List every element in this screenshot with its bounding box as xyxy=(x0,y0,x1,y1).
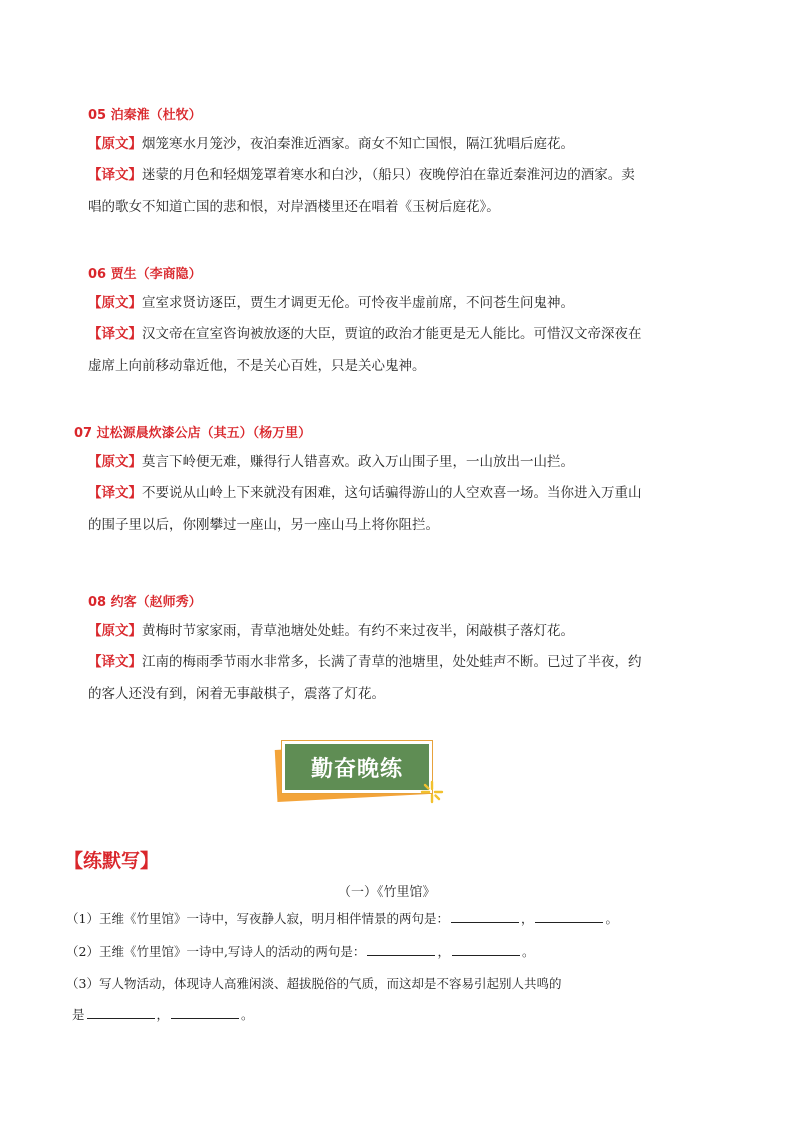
answer-blank[interactable] xyxy=(451,910,519,923)
question-2 xyxy=(66,943,534,961)
original-label: 【原文】 xyxy=(88,454,142,470)
translation-label: 【译文】 xyxy=(88,654,142,670)
translation-continuation: 唱的歌女不知道亡国的悲和恨，对岸酒楼里还在唱着《玉树后庭花》。 xyxy=(88,199,500,215)
poem-translation xyxy=(88,484,642,502)
answer-blank[interactable] xyxy=(535,910,603,923)
translation-text: 不要说从山岭上下来就没有困难，这句话骗得游山的人空欢喜一场。当你进入万重山 xyxy=(142,485,642,501)
comma: ， xyxy=(437,944,450,959)
translation-continuation: 虚席上向前移动靠近他，不是关心百姓，只是关心鬼神。 xyxy=(88,358,426,374)
sparkle-icon xyxy=(420,780,444,804)
poem-original xyxy=(88,294,574,312)
question-text: （1）王维《竹里馆》一诗中，写夜静人寂，明月相伴情景的两句是： xyxy=(66,911,449,926)
poem-translation xyxy=(88,653,642,671)
translation-text: 汉文帝在宣室咨询被放逐的大臣，贾谊的政治才能更是无人能比。可惜汉文帝深夜在 xyxy=(142,326,642,342)
original-text: 黄梅时节家家雨，青草池塘处处蛙。有约不来过夜半，闲敲棋子落灯花。 xyxy=(142,623,574,639)
translation-continuation: 的围子里以后，你刚攀过一座山，另一座山马上将你阻拦。 xyxy=(88,517,439,533)
question-text: 是 xyxy=(72,1007,85,1022)
translation-label: 【译文】 xyxy=(88,167,142,183)
translation-label: 【译文】 xyxy=(88,485,142,501)
translation-label: 【译文】 xyxy=(88,326,142,342)
translation-text: 迷蒙的月色和轻烟笼罩着寒水和白沙，（船只）夜晚停泊在靠近秦淮河边的酒家。卖 xyxy=(142,167,635,183)
poem-title: 07 过松源晨炊漆公店（其五）（杨万里） xyxy=(74,426,312,441)
question-3: （3）写人物活动，体现诗人高雅闲淡、超拔脱俗的气质，而这却是不容易引起别人共鸣的 xyxy=(66,976,562,991)
answer-blank[interactable] xyxy=(367,943,435,956)
question-1 xyxy=(66,910,618,928)
comma: ， xyxy=(520,911,534,926)
poem-title: 05 泊秦淮（杜牧） xyxy=(88,108,202,123)
original-text: 宣室求贤访逐臣，贾生才调更无伦。可怜夜半虚前席，不问苍生问鬼神。 xyxy=(142,295,574,311)
exercise-heading: 【练默写】 xyxy=(64,850,160,872)
poem-translation xyxy=(88,325,642,343)
poem-translation xyxy=(88,166,635,184)
poem-original xyxy=(88,135,574,153)
original-label: 【原文】 xyxy=(88,623,142,639)
section-banner xyxy=(272,738,447,810)
original-label: 【原文】 xyxy=(88,136,142,152)
poem-original xyxy=(88,622,574,640)
answer-blank[interactable] xyxy=(171,1006,239,1019)
question-text: （2）王维《竹里馆》一诗中,写诗人的活动的两句是： xyxy=(66,944,366,959)
original-text: 莫言下岭便无难，赚得行人错喜欢。政入万山围子里，一山放出一山拦。 xyxy=(142,454,574,470)
translation-continuation: 的客人还没有到，闲着无事敲棋子，震落了灯花。 xyxy=(88,686,385,702)
poem-title: 08 约客（赵师秀） xyxy=(88,595,202,610)
answer-blank[interactable] xyxy=(87,1006,155,1019)
original-label: 【原文】 xyxy=(88,295,142,311)
poem-original xyxy=(88,453,574,471)
translation-text: 江南的梅雨季节雨水非常多，长满了青草的池塘里，处处蛙声不断。已过了半夜，约 xyxy=(142,654,642,670)
answer-blank[interactable] xyxy=(452,943,520,956)
banner-label: 勤奋晚练 xyxy=(282,741,432,793)
period: 。 xyxy=(241,1007,254,1022)
poem-title: 06 贾生（李商隐） xyxy=(88,267,202,282)
question-3-continuation xyxy=(72,1006,254,1024)
period: 。 xyxy=(605,911,618,926)
comma: ， xyxy=(156,1007,170,1022)
period: 。 xyxy=(521,944,535,959)
exercise-subheading: （一）《竹里馆》 xyxy=(338,885,436,900)
original-text: 烟笼寒水月笼沙，夜泊秦淮近酒家。商女不知亡国恨，隔江犹唱后庭花。 xyxy=(142,136,574,152)
